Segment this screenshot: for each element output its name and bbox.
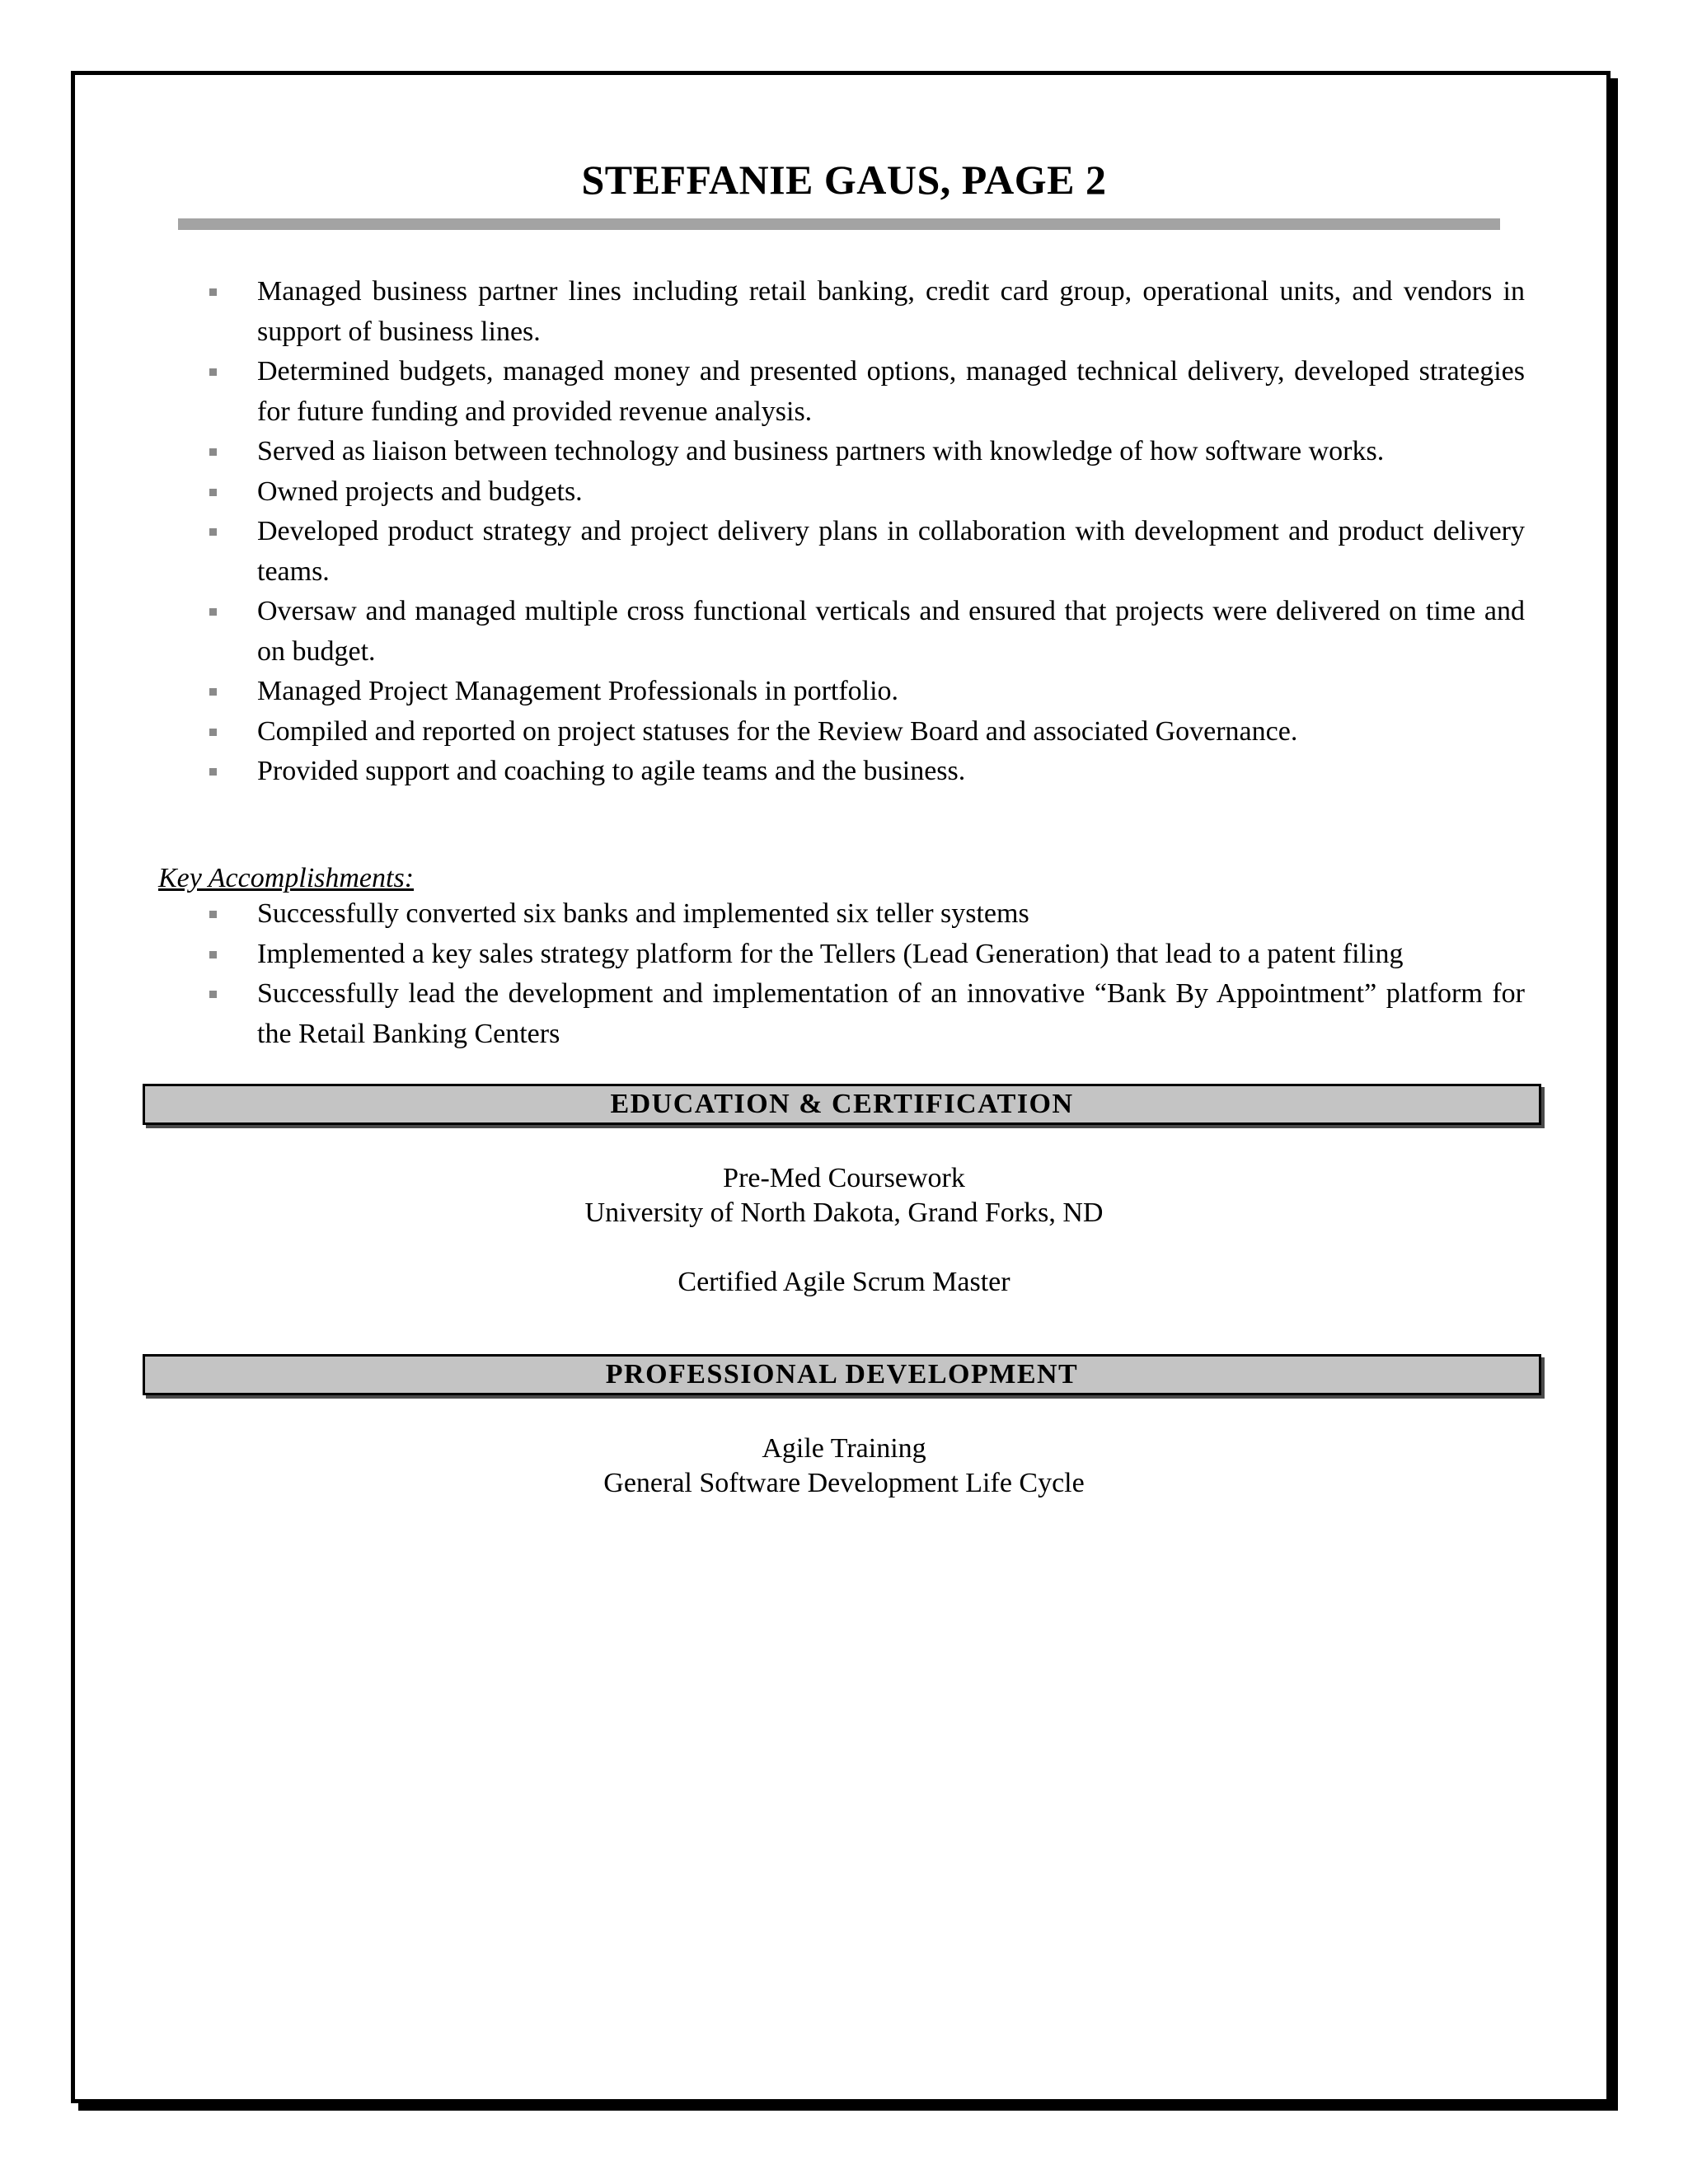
list-item-text: Provided support and coaching to agile teams and the business. [257, 756, 966, 786]
square-bullet-icon [209, 448, 217, 456]
list-item-text: Developed product strategy and project delivery plans in collaboration with development and product delivery teams. [257, 516, 1525, 587]
accomplishments-heading: Key Accomplishments: [158, 863, 415, 893]
square-bullet-icon [209, 991, 217, 998]
education-school: University of North Dakota, Grand Forks, ND [584, 1197, 1104, 1228]
certification: Certified Agile Scrum Master [678, 1267, 1010, 1297]
list-item [206, 272, 1525, 352]
list-item [206, 974, 1525, 1054]
education-degree: Pre-Med Coursework [723, 1163, 965, 1193]
list-item-text: Managed Project Management Professionals in portfolio. [257, 676, 899, 706]
square-bullet-icon [209, 951, 217, 958]
square-bullet-icon [209, 768, 217, 776]
square-bullet-icon [209, 911, 217, 918]
prof-dev-item: General Software Development Life Cycle [603, 1468, 1085, 1498]
list-item-text: Implemented a key sales strategy platform for the Tellers (Lead Generation) that lead to a patent filing [257, 938, 1404, 969]
list-item-text: Determined budgets, managed money and presented options, managed technical delivery, developed strategies for future funding and provided revenue analysis. [257, 356, 1525, 427]
list-item-text: Successfully lead the development and implementation of an innovative “Bank By Appointment” platform for the Retail Banking Centers [257, 978, 1525, 1049]
list-item [206, 672, 1525, 712]
list-item [206, 432, 1525, 472]
list-item-text: Compiled and reported on project statuses for the Review Board and associated Governance. [257, 715, 1298, 747]
list-item [206, 352, 1525, 432]
list-item-text: Owned projects and budgets. [257, 476, 583, 507]
square-bullet-icon [209, 288, 217, 296]
list-item [206, 935, 1525, 975]
list-item [206, 592, 1525, 672]
square-bullet-icon [209, 489, 217, 496]
list-item [206, 712, 1525, 752]
title-rule [178, 218, 1500, 230]
list-item [206, 894, 1525, 935]
prof-dev-item: Agile Training [762, 1433, 926, 1464]
list-item-text: Oversaw and managed multiple cross functional verticals and ensured that projects were delivered on time and on budget. [257, 596, 1525, 667]
list-item [206, 752, 1525, 792]
square-bullet-icon [209, 688, 217, 696]
square-bullet-icon [209, 729, 217, 736]
list-item-text: Successfully converted six banks and implemented six teller systems [257, 898, 1029, 929]
responsibilities-list [206, 272, 1525, 792]
square-bullet-icon [209, 368, 217, 376]
page-title: STEFFANIE GAUS, PAGE 2 [581, 157, 1107, 203]
accomplishments-list [206, 894, 1525, 1054]
list-item [206, 472, 1525, 513]
education-section-header: EDUCATION & CERTIFICATION [143, 1084, 1541, 1125]
list-item [206, 512, 1525, 592]
list-item-text: Managed business partner lines including retail banking, credit card group, operational units, and vendors in support of business lines. [257, 276, 1525, 347]
list-item-text: Served as liaison between technology and business partners with knowledge of how software works. [257, 436, 1385, 466]
square-bullet-icon [209, 528, 217, 536]
square-bullet-icon [209, 608, 217, 616]
professional-development-section-header: PROFESSIONAL DEVELOPMENT [143, 1354, 1541, 1395]
